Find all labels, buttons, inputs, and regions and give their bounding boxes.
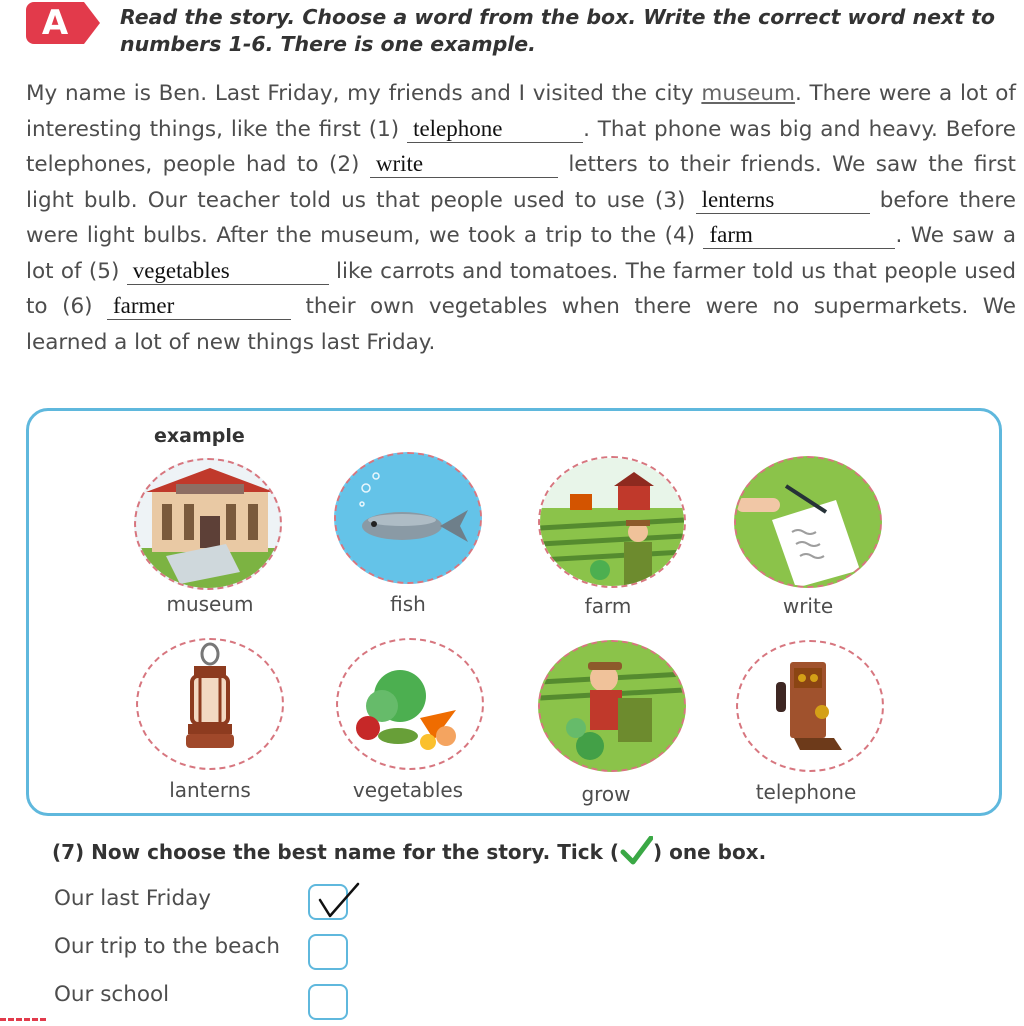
blank-number-5: (5) [88, 258, 120, 284]
story-text: before there were light bulbs. After the museum, we took a trip to the [26, 187, 1016, 248]
lantern-icon [138, 640, 282, 768]
option-checkbox-1[interactable] [308, 884, 348, 920]
grow-picture [538, 640, 686, 772]
story-text: My name is Ben. Last Friday, my friends and I visited the city [26, 81, 702, 106]
blank-number-2: (2) [328, 152, 360, 177]
option-our-last-friday: Our last Friday [54, 886, 211, 911]
story-paragraph [26, 76, 1016, 360]
answer-blank-4[interactable]: farm [703, 222, 895, 249]
instructions: Read the story. Choose a word from the box. Write the correct word next to numbers 1-6. There is one example. [120, 5, 996, 56]
blank-number-3: (3) [654, 187, 686, 213]
option-checkbox-2[interactable] [308, 934, 348, 970]
example-label: example [154, 425, 245, 447]
answer-blank-2[interactable]: write [370, 151, 558, 178]
blank-number-1: (1) [368, 116, 400, 142]
green-tick-icon [619, 836, 653, 871]
write-picture [734, 456, 882, 588]
word-lanterns: lanterns [169, 778, 251, 802]
telephone-picture [736, 640, 884, 772]
grow-icon [540, 642, 684, 770]
answer-blank-5[interactable]: vegetables [127, 258, 329, 285]
word-museum: museum [166, 592, 254, 616]
story-text: . We saw a lot of [26, 223, 1017, 284]
story-text: their own vegetables when there were no supermarkets. We learned a lot of new things last Friday. [26, 294, 1016, 355]
word-telephone: telephone [755, 780, 857, 804]
blank-number-4: (4) [664, 223, 696, 248]
word-write: write [782, 594, 834, 618]
option-our-trip-to-the-beach: Our trip to the beach [54, 934, 280, 959]
story-text: letters to their friends. We saw the first light bulb. Our teacher told us that people used to use [26, 152, 1016, 213]
vegetables-icon [338, 640, 482, 768]
word-farm: farm [584, 594, 632, 618]
option-our-school: Our school [54, 982, 170, 1007]
answer-blank-6[interactable]: farmer [107, 293, 291, 320]
word-vegetables: vegetables [352, 778, 464, 802]
question-7-prompt: (7) Now choose the best name for the story. Tick ( ) one box. [52, 836, 766, 871]
story-text: . There were a lot of interesting things, like the first [26, 81, 1016, 142]
answer-blank-1[interactable]: telephone [407, 116, 583, 143]
lanterns-picture [136, 638, 284, 770]
corner-dash [0, 1018, 46, 1021]
word-grow: grow [581, 782, 631, 806]
farm-picture [538, 456, 686, 588]
telephone-icon [738, 642, 882, 770]
museum-icon [136, 460, 282, 590]
answer-blank-3[interactable]: lenterns [696, 187, 870, 214]
section-badge: A [26, 2, 84, 44]
blank-number-6: (6) [62, 294, 93, 319]
farm-icon [540, 458, 684, 586]
vegetables-picture [336, 638, 484, 770]
story-text: . That phone was big and heavy. Before telephones, people had to [26, 116, 1016, 177]
write-icon [736, 458, 880, 586]
museum-picture [134, 458, 282, 590]
fish-icon [336, 454, 480, 582]
check-mark-icon [314, 882, 364, 922]
story-text: like carrots and tomatoes. The farmer told us that people used to [26, 258, 1017, 319]
fish-picture [334, 452, 482, 584]
option-checkbox-3[interactable] [308, 984, 348, 1020]
word-fish: fish [390, 592, 426, 616]
example-word: museum [701, 81, 795, 106]
